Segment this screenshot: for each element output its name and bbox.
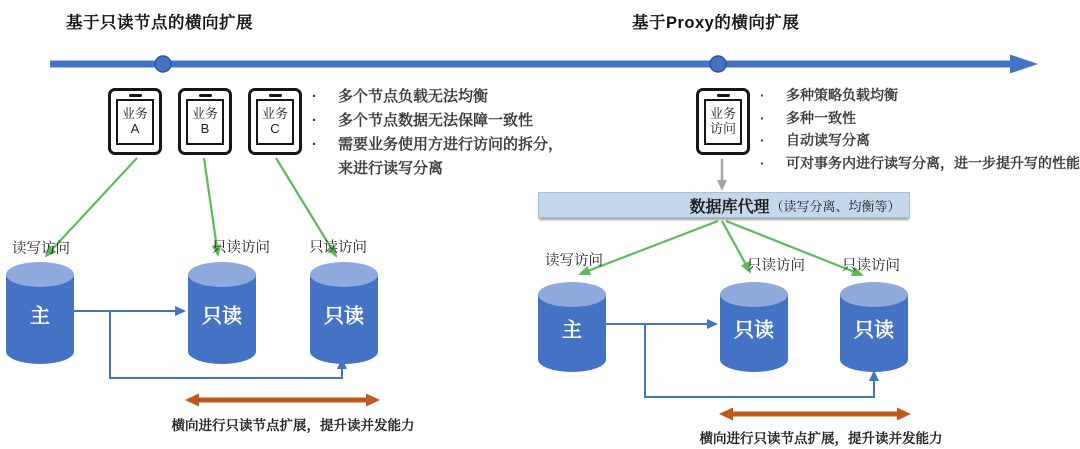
cylinder-top (6, 262, 74, 287)
left-scaleout-arrow (185, 394, 380, 407)
right-db-readonly-1 (720, 282, 788, 372)
cylinder-bottom (720, 347, 788, 372)
cylinder-top (310, 262, 378, 287)
bullet-text: · 自动读写分离 (786, 132, 870, 148)
list-item (760, 84, 1080, 107)
cylinder-bottom (538, 347, 606, 372)
tablet-camera-icon (199, 94, 212, 98)
right-access-label-readonly-1: 只读访问 (747, 258, 805, 274)
bullet-text: · 多个节点负载无法均衡 (338, 88, 489, 105)
left-access-label-readwrite: 读写访问 (12, 241, 70, 257)
db-label: 只读 (324, 305, 364, 328)
tablet-screen (256, 99, 294, 145)
db-label: 只读 (854, 319, 894, 342)
client-tablet-b (178, 88, 232, 155)
right-access-label-readwrite: 读写访问 (545, 253, 603, 269)
proxy-bar-title: 数据库代理 (689, 198, 770, 216)
list-item (760, 152, 1080, 175)
client-label-line1: 业务 (709, 106, 736, 122)
tablet-screen (186, 99, 224, 145)
database-proxy-bar (538, 192, 910, 218)
right-db-readonly-2 (840, 282, 908, 372)
client-tablet-a (108, 88, 162, 155)
proxy-bar-subtitle: （读写分离、均衡等） (770, 198, 901, 214)
tablet-camera-icon (717, 94, 730, 98)
list-item (312, 109, 576, 133)
cylinder-top (720, 282, 788, 307)
left-caption: 横向进行只读节点扩展，提升读并发能力 (171, 418, 415, 433)
left-db-readonly-2 (310, 262, 378, 364)
list-item (312, 133, 576, 181)
cylinder-bottom (6, 339, 74, 364)
db-label: 只读 (734, 319, 774, 342)
left-db-primary (6, 262, 74, 364)
left-db-readonly-1 (188, 262, 256, 364)
timeline-node-readonly (155, 56, 171, 72)
right-scaleout-arrow (719, 408, 911, 421)
bullet-text: · 多种策略负载均衡 (786, 87, 898, 103)
list-item (760, 107, 1080, 130)
timeline-arrow (50, 55, 1038, 74)
bullet-text: · 多个节点数据无法保障一致性 (338, 112, 534, 129)
cylinder-top (188, 262, 256, 287)
timeline-node-proxy (710, 56, 726, 72)
bullet-text: · 需要业务使用方进行访问的拆分，来进行读写分离 (338, 136, 564, 177)
right-db-primary (538, 282, 606, 372)
client-label-line1: 业务 (121, 106, 148, 122)
right-access-arrows (580, 221, 862, 275)
client-label-line1: 业务 (191, 106, 218, 122)
client-tablet-access (696, 88, 750, 155)
tablet-screen (704, 99, 742, 145)
right-caption: 横向进行只读节点扩展，提升读并发能力 (699, 431, 943, 446)
db-label: 只读 (202, 305, 242, 328)
list-item (760, 129, 1080, 152)
db-label: 主 (562, 319, 582, 342)
left-access-label-readonly-2: 只读访问 (309, 240, 367, 256)
left-access-label-readonly-1: 只读访问 (212, 240, 270, 256)
right-section-title: 基于Proxy的横向扩展 (632, 14, 800, 32)
right-access-label-readonly-2: 只读访问 (842, 258, 900, 274)
client-label-line2: A (130, 121, 140, 136)
client-label-line1: 业务 (261, 106, 288, 122)
client-label-line2: C (270, 121, 280, 136)
cylinder-top (538, 282, 606, 307)
cylinder-bottom (188, 339, 256, 364)
tablet-camera-icon (129, 94, 142, 98)
tablet-screen (116, 99, 154, 145)
db-label: 主 (30, 305, 50, 328)
left-section-title: 基于只读节点的横向扩展 (66, 14, 253, 32)
cylinder-bottom (310, 339, 378, 364)
left-notes-list (312, 85, 576, 181)
client-tablet-c (248, 88, 302, 155)
left-access-arrows (46, 158, 336, 256)
client-label-line2: 访问 (709, 121, 736, 136)
bullet-text: · 多种一致性 (786, 109, 856, 126)
right-notes-list (760, 84, 1080, 174)
bullet-text: · 可对事务内进行读写分离，进一步提升写的性能 (786, 154, 1080, 171)
cylinder-bottom (840, 347, 908, 372)
cylinder-top (840, 282, 908, 307)
list-item (312, 85, 576, 109)
tablet-camera-icon (269, 94, 282, 98)
client-label-line2: B (200, 121, 210, 136)
